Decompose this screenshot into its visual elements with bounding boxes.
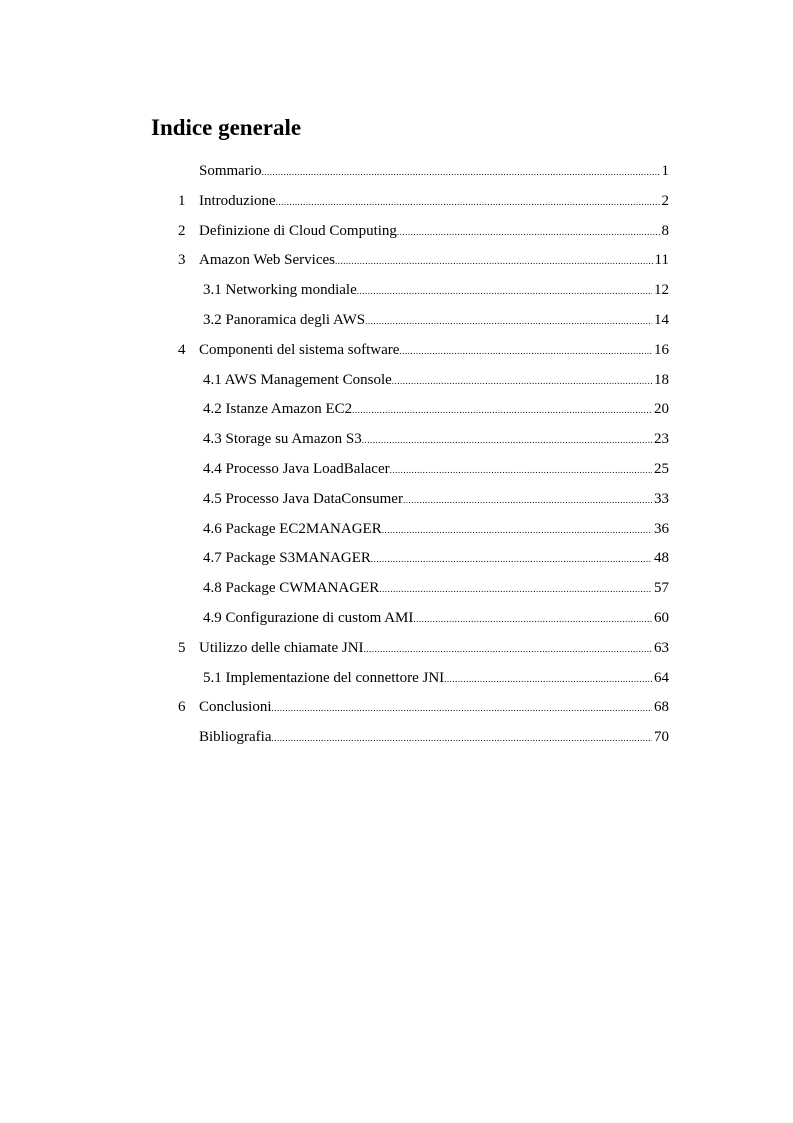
toc-entry-page: 20 [654, 401, 669, 417]
toc-entry[interactable] [0, 667, 793, 689]
toc-entry-number: 1 [178, 193, 186, 209]
toc-leader-dots [379, 578, 652, 600]
toc-leader-dots [382, 519, 652, 541]
toc-entry-title: 4.8 Package CWMANAGER [203, 580, 380, 596]
toc-entry-page: 2 [661, 193, 669, 209]
toc-entry[interactable] [0, 398, 793, 420]
toc-entry-title: Introduzione [199, 193, 276, 209]
toc-entry-page: 11 [654, 252, 669, 268]
toc-entry-title: 4.4 Processo Java LoadBalacer [203, 461, 390, 477]
toc-entry[interactable] [0, 190, 793, 212]
toc-entry-title: 4.1 AWS Management Console [203, 372, 392, 388]
toc-leader-dots [262, 161, 660, 183]
toc-entry-number: 4 [178, 342, 186, 358]
toc-entry-page: 36 [654, 521, 669, 537]
toc-entry[interactable] [0, 249, 793, 271]
toc-entry-title: 4.2 Istanze Amazon EC2 [203, 401, 353, 417]
toc-leader-dots [272, 697, 652, 719]
toc-entry-title: Conclusioni [199, 699, 272, 715]
toc-entry-title: 5.1 Implementazione del connettore JNI [203, 670, 445, 686]
toc-leader-dots [365, 310, 652, 332]
toc-entry[interactable] [0, 696, 793, 718]
toc-entry-page: 33 [654, 491, 669, 507]
toc-entry[interactable] [0, 726, 793, 748]
toc-entry-page: 12 [654, 282, 669, 298]
toc-entry[interactable] [0, 577, 793, 599]
toc-entry-number: 5 [178, 640, 186, 656]
toc-entry-number: 3 [178, 252, 186, 268]
toc-entry-number: 2 [178, 223, 186, 239]
toc-leader-dots [399, 340, 652, 362]
toc-leader-dots [364, 638, 652, 660]
toc-leader-dots [444, 668, 652, 690]
toc-entry-title: Utilizzo delle chiamate JNI [199, 640, 364, 656]
toc-entry[interactable] [0, 458, 793, 480]
toc-entry[interactable] [0, 369, 793, 391]
toc-entry-page: 63 [654, 640, 669, 656]
toc-entry-page: 16 [654, 342, 669, 358]
toc-entry-page: 25 [654, 461, 669, 477]
toc-entry-title: Amazon Web Services [199, 252, 335, 268]
toc-entry[interactable] [0, 518, 793, 540]
toc-leader-dots [403, 489, 652, 511]
toc-entry-page: 48 [654, 550, 669, 566]
toc-entry[interactable] [0, 220, 793, 242]
toc-entry-page: 57 [654, 580, 669, 596]
toc-entry-title: 4.9 Configurazione di custom AMI [203, 610, 414, 626]
toc-entry[interactable] [0, 339, 793, 361]
toc-entry-page: 70 [654, 729, 669, 745]
toc-leader-dots [390, 459, 652, 481]
toc-entry-title: 4.7 Package S3MANAGER [203, 550, 371, 566]
toc-entry-title: Definizione di Cloud Computing [199, 223, 397, 239]
toc-entry[interactable] [0, 637, 793, 659]
toc-entry-page: 1 [661, 163, 669, 179]
toc-entry-page: 60 [654, 610, 669, 626]
toc-entry-title: Componenti del sistema software [199, 342, 400, 358]
toc-leader-dots [397, 221, 660, 243]
toc-entry-title: Bibliografia [199, 729, 272, 745]
toc-entry-page: 14 [654, 312, 669, 328]
toc-entry-page: 23 [654, 431, 669, 447]
toc-leader-dots [276, 191, 660, 213]
toc-entry-title: 4.3 Storage su Amazon S3 [203, 431, 362, 447]
toc-entry-title: Sommario [199, 163, 262, 179]
toc-entry[interactable] [0, 607, 793, 629]
toc-leader-dots [357, 280, 652, 302]
toc-entry-page: 18 [654, 372, 669, 388]
toc-entry-title: 4.5 Processo Java DataConsumer [203, 491, 403, 507]
toc-entry[interactable] [0, 547, 793, 569]
toc-entry-title: 4.6 Package EC2MANAGER [203, 521, 382, 537]
toc-entry-page: 8 [661, 223, 669, 239]
toc-leader-dots [392, 370, 652, 392]
toc-entry-title: 3.2 Panoramica degli AWS [203, 312, 366, 328]
toc-leader-dots [413, 608, 652, 630]
toc-leader-dots [352, 399, 652, 421]
toc-entry-number: 6 [178, 699, 186, 715]
toc-leader-dots [362, 429, 652, 451]
toc-entry-page: 64 [654, 670, 669, 686]
toc-entry-page: 68 [654, 699, 669, 715]
toc-entry[interactable] [0, 160, 793, 182]
toc-leader-dots [371, 548, 652, 570]
toc-entry-title: 3.1 Networking mondiale [203, 282, 357, 298]
toc-entry[interactable] [0, 309, 793, 331]
toc-leader-dots [335, 250, 653, 272]
page-title: Indice generale [151, 115, 302, 140]
toc-entry[interactable] [0, 279, 793, 301]
toc-leader-dots [271, 727, 652, 749]
toc-entry[interactable] [0, 488, 793, 510]
toc-entry[interactable] [0, 428, 793, 450]
